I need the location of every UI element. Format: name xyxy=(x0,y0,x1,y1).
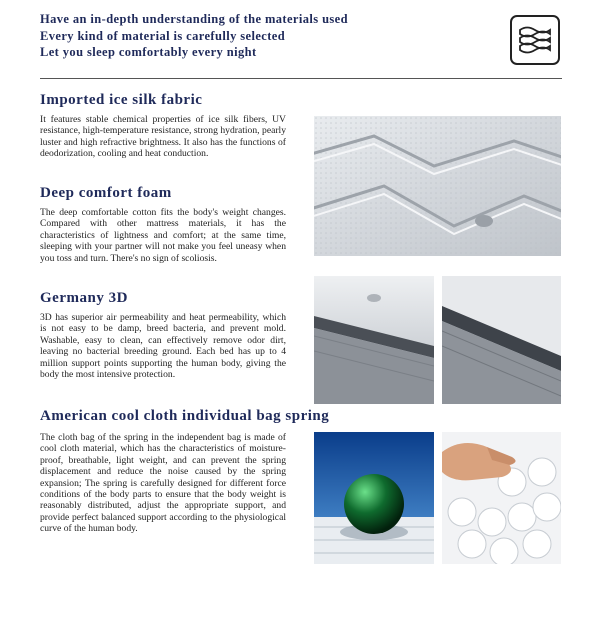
section-comfort-foam xyxy=(40,185,286,264)
germany-3d-side-image xyxy=(442,276,561,404)
section-title-bag-spring: American cool cloth individual bag spring xyxy=(40,408,330,424)
section-body-bag-spring: The cloth bag of the spring in the independent bag is made of cool cloth material, which has the characteristics of moisture-proof, breathable, light weight, and can prevent the spring displacement and reduce the noise caused by the spring expansion; The spring is carefully designed for different force conditions of the body parts to ensure that the body weight is reasonably distributed, adjust the appropriate support, and provide perfect balanced support according to the physiological curve of the human body. xyxy=(40,432,286,535)
spring-ball-image xyxy=(314,432,434,564)
tagline-1: Have an in-depth understanding of the materials used xyxy=(40,12,348,26)
tagline-2: Every kind of material is carefully selected xyxy=(40,28,286,43)
section-bag-spring xyxy=(40,432,286,535)
section-title-ice-silk: Imported ice silk fabric xyxy=(40,92,203,108)
header-taglines xyxy=(40,11,460,61)
section-body-comfort-foam: The deep comfortable cotton fits the body's weight changes. Compared with other mattress materials, it has the characteristics of lightness and comfort; at the same time, sleeping with your partner will not make you feel uneasy when you toss and turn. There's no sign of scoliosis. xyxy=(40,207,286,264)
section-germany-3d xyxy=(40,290,286,380)
layers-logo xyxy=(510,15,560,65)
section-title-wrap-bag-spring xyxy=(40,408,370,425)
section-ice-silk xyxy=(40,92,286,160)
header-divider xyxy=(40,78,562,79)
section-title-germany-3d: Germany 3D xyxy=(40,290,128,306)
section-title-comfort-foam: Deep comfort foam xyxy=(40,185,172,201)
layers-icon xyxy=(512,17,558,63)
ice-silk-fabric-image xyxy=(314,116,561,256)
section-body-ice-silk: It features stable chemical properties of ice silk fibers, UV resistance, high-temperature resistance, strong hydration, pearly luster and high refractive brightness. It also has the functions of deodorization, cooling and heat conduction. xyxy=(40,114,286,160)
tagline-3: Let you sleep comfortably every night xyxy=(40,45,257,59)
section-body-germany-3d: 3D has superior air permeability and heat permeability, which is not easy to be damp, breed bacteria, and prevent mold. Washable, easy to clean, can effectively remove odor dirt, leaving no bacterial breeding ground. Each bed has up to 4 million support points supporting the human body, giving the body the most intensive protection. xyxy=(40,312,286,381)
hand-springs-image xyxy=(442,432,561,564)
foam-corner-image xyxy=(314,276,434,404)
